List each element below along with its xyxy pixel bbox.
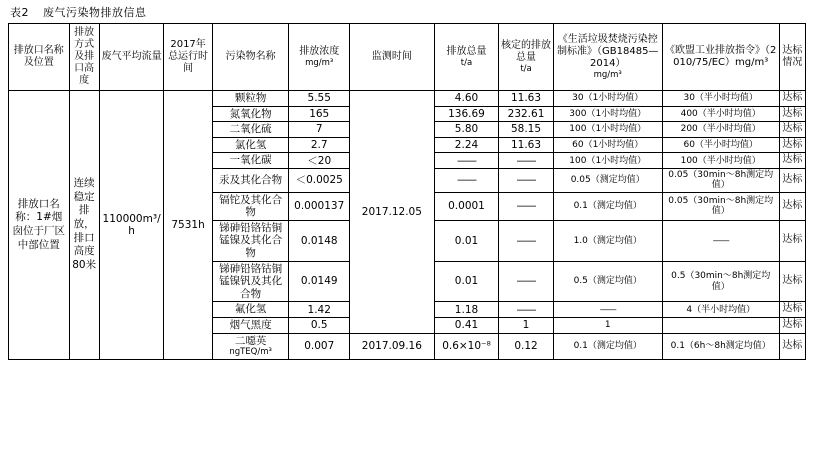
cell-standard-gb: 0.05（测定均值） bbox=[553, 168, 662, 192]
cell-standard-eu: 0.5（30min～8h测定均值） bbox=[662, 261, 779, 302]
cell-status: 达标 bbox=[779, 91, 805, 107]
cell-standard-eu: 0.1（6h～8h测定均值） bbox=[662, 333, 779, 359]
cell-pollutant: 氯化氢 bbox=[212, 137, 289, 153]
cell-status: 达标 bbox=[779, 318, 805, 334]
cell-standard-gb: 100（1小时均值） bbox=[553, 122, 662, 138]
cell-status: 达标 bbox=[779, 261, 805, 302]
table-header-row bbox=[9, 24, 806, 91]
cell-approved-total: 232.61 bbox=[499, 106, 553, 122]
table-body bbox=[9, 91, 806, 360]
cell-pollutant: 氮氧化物 bbox=[212, 106, 289, 122]
cell-approved-total: —— bbox=[499, 220, 553, 261]
cell-status: 达标 bbox=[779, 122, 805, 138]
cell-total-emission: 0.41 bbox=[434, 318, 499, 334]
caption-title: 废气污染物排放信息 bbox=[43, 6, 147, 19]
cell-status: 达标 bbox=[779, 168, 805, 192]
cell-concentration: 7 bbox=[289, 122, 350, 138]
cell-concentration: 5.55 bbox=[289, 91, 350, 107]
cell-standard-eu: —— bbox=[662, 220, 779, 261]
table-caption bbox=[0, 0, 814, 23]
cell-status: 达标 bbox=[779, 106, 805, 122]
header-concentration bbox=[289, 24, 350, 91]
cell-status: 达标 bbox=[779, 137, 805, 153]
cell-standard-gb: 0.1（测定均值） bbox=[553, 333, 662, 359]
emissions-table bbox=[8, 23, 806, 360]
cell-pollutant: 二氧化硫 bbox=[212, 122, 289, 138]
cell-status: 达标 bbox=[779, 302, 805, 318]
cell-total-emission: 0.6×10⁻⁸ bbox=[434, 333, 499, 359]
cell-standard-eu: 400（半小时均值） bbox=[662, 106, 779, 122]
cell-monitor-time: 2017.09.16 bbox=[349, 333, 434, 359]
header-total-emission-label: 排放总量 bbox=[446, 45, 487, 57]
cell-standard-gb: 0.5（测定均值） bbox=[553, 261, 662, 302]
header-standard-gb-label: 《生活垃圾焚烧污染控制标准》（GB18485—2014） bbox=[557, 33, 659, 69]
cell-standard-eu: 200（半小时均值） bbox=[662, 122, 779, 138]
cell-standard-eu: 60（半小时均值） bbox=[662, 137, 779, 153]
header-standard-gb-unit: mg/m³ bbox=[593, 69, 622, 80]
cell-outlet: 排放口名称：1#烟囱位于厂区中部位置 bbox=[9, 91, 70, 360]
cell-pollutant: 锑砷铅铬钴铜锰镍钒及其化合物 bbox=[212, 261, 289, 302]
cell-monitor-time: 2017.12.05 bbox=[349, 91, 434, 334]
cell-total-emission: 4.60 bbox=[434, 91, 499, 107]
header-outlet: 排放口名称及位置 bbox=[9, 24, 70, 91]
cell-standard-eu: 0.05（30min～8h测定均值） bbox=[662, 192, 779, 220]
cell-standard-eu: 0.05（30min～8h测定均值） bbox=[662, 168, 779, 192]
header-approved-total bbox=[499, 24, 553, 91]
cell-total-emission: 2.24 bbox=[434, 137, 499, 153]
cell-approved-total: 11.63 bbox=[499, 137, 553, 153]
caption-number: 表2 bbox=[10, 6, 29, 19]
header-runtime: 2017年总运行时间 bbox=[164, 24, 212, 91]
table-row bbox=[9, 91, 806, 107]
cell-approved-total: 0.12 bbox=[499, 333, 553, 359]
header-standard-eu: 《欧盟工业排放指令》（2010/75/EC）mg/m³ bbox=[662, 24, 779, 91]
cell-flow-value: 110000 bbox=[102, 212, 143, 225]
cell-total-emission: —— bbox=[434, 168, 499, 192]
header-concentration-label: 排放浓度 bbox=[299, 45, 340, 57]
cell-status: 达标 bbox=[779, 153, 805, 169]
cell-total-emission: 0.0001 bbox=[434, 192, 499, 220]
cell-approved-total: 1 bbox=[499, 318, 553, 334]
cell-standard-gb: 1.0（测定均值） bbox=[553, 220, 662, 261]
cell-concentration: ＜20 bbox=[289, 153, 350, 169]
cell-status: 达标 bbox=[779, 333, 805, 359]
cell-total-emission: 1.18 bbox=[434, 302, 499, 318]
cell-total-emission: 0.01 bbox=[434, 261, 499, 302]
header-standard-gb bbox=[553, 24, 662, 91]
cell-concentration: 0.007 bbox=[289, 333, 350, 359]
cell-approved-total: 11.63 bbox=[499, 91, 553, 107]
cell-standard-gb: 0.1（测定均值） bbox=[553, 192, 662, 220]
header-monitor-time: 监测时间 bbox=[349, 24, 434, 91]
header-status: 达标情况 bbox=[779, 24, 805, 91]
cell-standard-gb: 60（1小时均值） bbox=[553, 137, 662, 153]
cell-concentration: 0.5 bbox=[289, 318, 350, 334]
cell-pollutant: 镉铊及其化合物 bbox=[212, 192, 289, 220]
cell-concentration: ＜0.0025 bbox=[289, 168, 350, 192]
cell-concentration: 0.000137 bbox=[289, 192, 350, 220]
header-approved-total-label: 核定的排放总量 bbox=[501, 39, 552, 63]
cell-standard-gb: 30（1小时均值） bbox=[553, 91, 662, 107]
cell-total-emission: —— bbox=[434, 153, 499, 169]
header-total-emission-unit: t/a bbox=[460, 57, 473, 68]
cell-pollutant: 汞及其化合物 bbox=[212, 168, 289, 192]
cell-approved-total: —— bbox=[499, 302, 553, 318]
cell-standard-eu bbox=[662, 318, 779, 334]
cell-approved-total: —— bbox=[499, 153, 553, 169]
cell-pollutant bbox=[212, 333, 289, 359]
cell-approved-total: —— bbox=[499, 261, 553, 302]
cell-standard-eu: 30（半小时均值） bbox=[662, 91, 779, 107]
cell-flow-unit: m³/h bbox=[128, 212, 161, 237]
cell-pollutant-label: 二噁英 bbox=[234, 334, 267, 347]
cell-pollutant-unit: ngTEQ/m³ bbox=[229, 347, 272, 358]
cell-runtime: 7531h bbox=[164, 91, 212, 360]
cell-standard-gb: —— bbox=[553, 302, 662, 318]
cell-approved-total: 58.15 bbox=[499, 122, 553, 138]
cell-standard-eu: 100（半小时均值） bbox=[662, 153, 779, 169]
cell-pollutant: 氟化氢 bbox=[212, 302, 289, 318]
cell-standard-gb: 1 bbox=[553, 318, 662, 334]
cell-status: 达标 bbox=[779, 220, 805, 261]
cell-concentration: 0.0149 bbox=[289, 261, 350, 302]
header-flow: 废气平均流量 bbox=[99, 24, 164, 91]
cell-pollutant: 烟气黑度 bbox=[212, 318, 289, 334]
cell-status: 达标 bbox=[779, 192, 805, 220]
cell-concentration: 1.42 bbox=[289, 302, 350, 318]
cell-pollutant: 锑砷铅铬钴铜锰镍及其化合物 bbox=[212, 220, 289, 261]
cell-total-emission: 136.69 bbox=[434, 106, 499, 122]
header-discharge-method: 排放方式及排口高度 bbox=[69, 24, 99, 91]
header-approved-total-unit: t/a bbox=[520, 63, 532, 74]
cell-discharge-method: 连续稳定排放，排口高度80米 bbox=[69, 91, 99, 360]
cell-total-emission: 5.80 bbox=[434, 122, 499, 138]
header-concentration-unit: mg/m³ bbox=[305, 57, 334, 68]
cell-approved-total: —— bbox=[499, 192, 553, 220]
cell-standard-eu: 4（半小时均值） bbox=[662, 302, 779, 318]
header-total-emission bbox=[434, 24, 499, 91]
cell-total-emission: 0.01 bbox=[434, 220, 499, 261]
cell-flow bbox=[99, 91, 164, 360]
cell-concentration: 165 bbox=[289, 106, 350, 122]
cell-concentration: 2.7 bbox=[289, 137, 350, 153]
cell-pollutant: 颗粒物 bbox=[212, 91, 289, 107]
cell-standard-gb: 300（1小时均值） bbox=[553, 106, 662, 122]
cell-standard-gb: 100（1小时均值） bbox=[553, 153, 662, 169]
cell-approved-total: —— bbox=[499, 168, 553, 192]
header-pollutant: 污染物名称 bbox=[212, 24, 289, 91]
cell-pollutant: 一氧化碳 bbox=[212, 153, 289, 169]
cell-concentration: 0.0148 bbox=[289, 220, 350, 261]
